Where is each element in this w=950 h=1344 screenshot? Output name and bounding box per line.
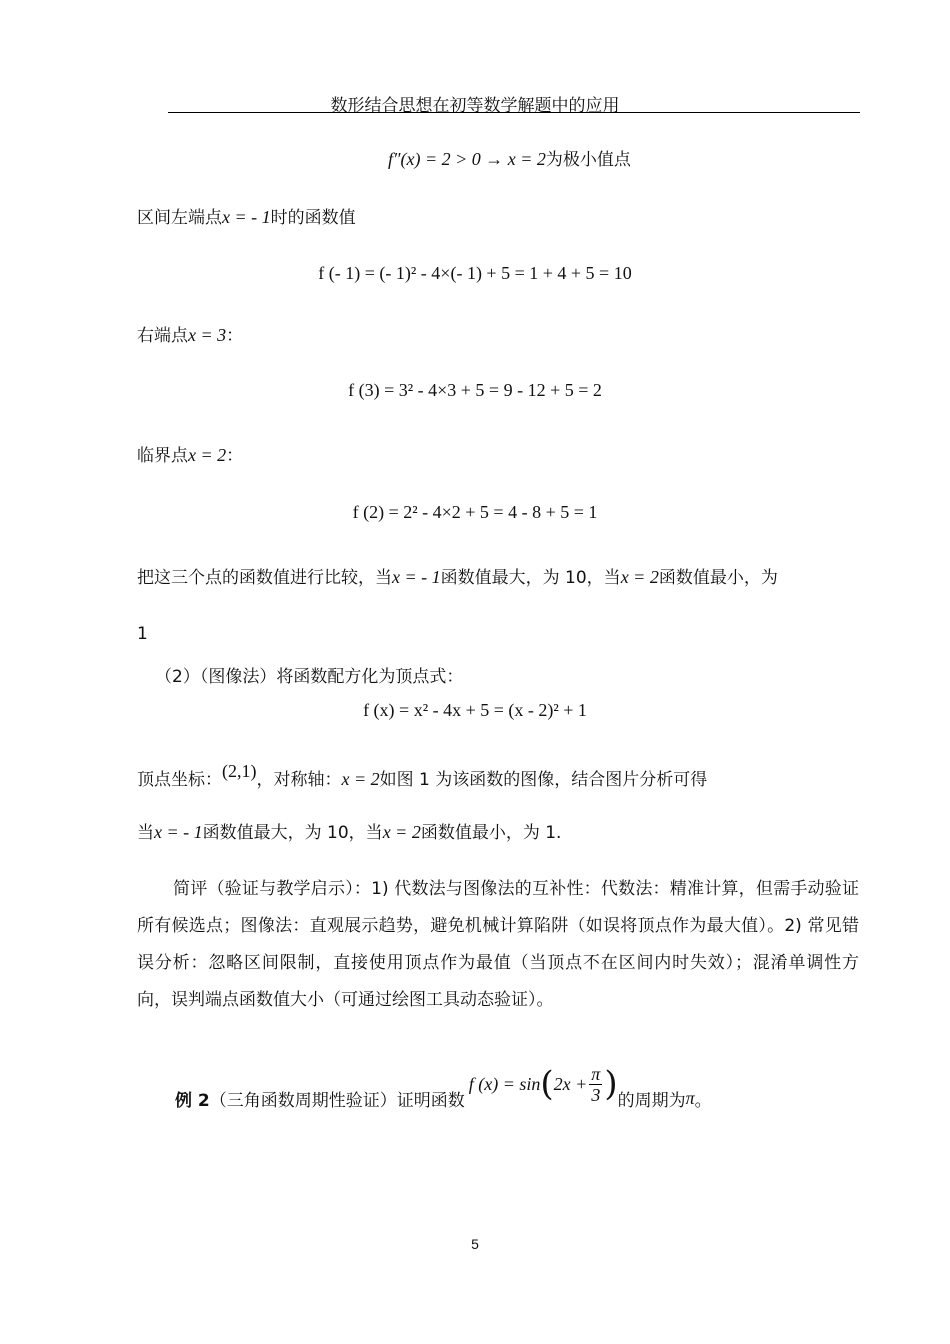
text-colon: ： [226,326,244,346]
line-vertex [137,761,708,790]
left-paren: ( [540,1064,554,1104]
running-header: 数形结合思想在初等数学解题中的应用 [330,96,620,116]
text-right-endpoint: 右端点 [137,326,188,346]
page-number: 5 [471,1236,479,1252]
math-x-3: x = 3 [188,325,227,345]
equation-f-2: f (2) = 2² - 4×2 + 5 = 4 - 8 + 5 = 1 [352,502,598,522]
text-period-end: 。 [694,1090,712,1111]
math-x-2: x = 2 [620,567,659,587]
text-vertex-coord: 顶点坐标： [137,770,222,790]
math-x-2: x = 2 [382,822,421,842]
math-f-lhs: f (x) = sin [468,1073,541,1094]
text-max: 函数值最大，为 10，当 [202,823,383,843]
text-period: 的周期为 [617,1090,686,1111]
text-min-value: 1 [137,624,148,644]
fraction-numerator: π [591,1063,601,1084]
line-critical-point [137,441,243,466]
math-x-neg1: x = - 1 [154,822,203,842]
text-min: 函数值最小，为 [658,568,778,588]
text-when: 当 [137,823,154,843]
right-paren: ) [604,1064,618,1104]
math-x-2: x = 2 [341,769,380,789]
text-graph-method: （2）（图像法）将函数配方化为顶点式： [155,667,464,687]
review-paragraph: 简评（验证与教学启示）：1) 代数法与图像法的互补性：代数法：精准计算，但需手动验证所有候选点；图像法：直观展示趋势，避免机械计算陷阱（如误将顶点作为最大值）。2) 常见错误分析：忽略区间限制，直接使用顶点作为最值（当顶点不在区间内时失效）；混淆单调性方向，误判端点函数值大小（可通过绘图工具动态验证）。 [137,879,859,1010]
text-max: 函数值最大，为 10，当 [440,568,621,588]
line-right-endpoint [137,321,243,346]
math-2x-plus: 2x + [553,1073,588,1094]
math-x-neg1: x = - 1 [222,207,271,227]
text-critical-point: 临界点 [137,446,188,466]
math-x-2: x = 2 [188,445,227,465]
text-function-value: 时的函数值 [270,208,356,228]
header-rule [168,112,860,113]
fraction-denominator: 3 [591,1084,601,1105]
math-x-neg1: x = - 1 [392,567,441,587]
text-min: 函数值最小，为 1. [420,823,562,843]
example-label: 例 2 [175,1090,210,1111]
math-pi: π [685,1087,695,1108]
equation-f-neg1: f (- 1) = (- 1)² - 4×(- 1) + 5 = 1 + 4 + 5 = 10 [318,263,632,283]
text-left-endpoint: 区间左端点 [137,208,222,228]
equation-f-3: f (3) = 3² - 4×3 + 5 = 9 - 12 + 5 = 2 [348,380,602,400]
text-min-point: 为极小值点 [545,150,631,170]
line-min-point [388,145,631,170]
text-axis: ，对称轴： [256,770,342,790]
fraction-pi-over-3 [589,1064,602,1105]
math-second-derivative: f″(x) = 2 > 0 → x = 2 [388,149,546,169]
text-figure-ref: 如图 1 为该函数的图像，结合图片分析可得 [379,770,708,790]
example-2-line [175,1063,712,1128]
line-conclusion [137,818,561,843]
line-comparison [137,563,778,588]
example-text: （三角函数周期性验证）证明函数 [209,1090,465,1111]
math-vertex-point: (2,1) [222,761,257,781]
text-compare: 把这三个点的函数值进行比较，当 [137,568,392,588]
equation-vertex-form: f (x) = x² - 4x + 5 = (x - 2)² + 1 [363,700,587,720]
math-sin-function [469,1064,618,1105]
line-left-endpoint [137,203,356,228]
text-colon: ： [226,446,244,466]
